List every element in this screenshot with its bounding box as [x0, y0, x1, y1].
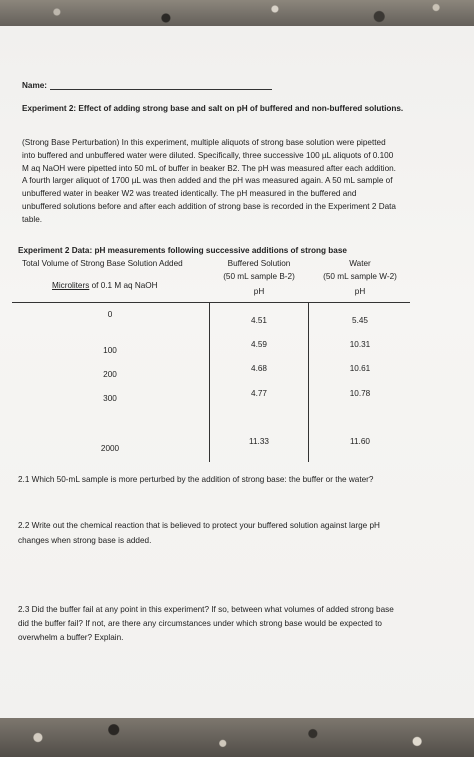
table-cell-water-ph: 10.31: [349, 340, 371, 349]
name-blank-line: [50, 89, 272, 90]
col1-header-units: of 0.1 M aq NaOH: [89, 281, 158, 290]
table-header-rule: [12, 302, 410, 303]
question-2-3-line2: did the buffer fail? If not, are there any circumstances under which strong base would be expected to: [18, 619, 382, 628]
table-cell-volume: 2000: [100, 444, 120, 453]
table-cell-buffered-ph: 11.33: [249, 437, 269, 446]
table-cell-volume: 300: [103, 394, 117, 403]
experiment-heading: Experiment 2: Effect of adding strong base and salt on pH of buffered and non-buffered solutions.: [22, 104, 404, 113]
intro-line: into buffered and unbuffered water were diluted. Specifically, three successive 100 µL aliquots of 0.100: [22, 150, 394, 160]
question-2-2-line2: changes when strong base is added.: [18, 536, 152, 545]
table-cell-water-ph: 5.45: [352, 316, 368, 325]
question-2-3-line1: 2.3 Did the buffer fail at any point in this experiment? If so, between what volumes of added strong base: [18, 605, 394, 614]
name-label: Name:: [22, 81, 48, 90]
table-cell-volume: 100: [103, 346, 117, 355]
table-cell-buffered-ph: 4.68: [251, 364, 267, 373]
intro-line: unbuffered solutions before and after each addition of strong base is recorded in the Experiment 2 Data: [22, 201, 396, 211]
table-cell-water-ph: 10.61: [349, 364, 371, 373]
intro-line: table.: [22, 214, 43, 224]
granite-countertop-bottom: [0, 718, 474, 757]
col3-header-line2: (50 mL sample W-2): [323, 272, 397, 281]
intro-line: (Strong Base Perturbation) In this experiment, multiple aliquots of strong base solution were pipetted: [22, 138, 386, 147]
table-cell-water-ph: 10.78: [349, 389, 371, 398]
question-2-1: 2.1 Which 50-mL sample is more perturbed by the addition of strong base: the buffer or the water?: [18, 475, 374, 484]
col2-header-line2: (50 mL sample B-2): [223, 272, 295, 281]
table-cell-buffered-ph: 4.59: [251, 340, 267, 349]
table-cell-volume: 200: [103, 370, 117, 379]
col3-header-line3: pH: [354, 287, 366, 296]
question-2-2-line1: 2.2 Write out the chemical reaction that is believed to protect your buffered solution against large pH: [18, 521, 380, 530]
intro-line: unbuffered water in beaker W2 was treated identically. The pH measured in the buffered and: [22, 189, 357, 199]
table-cell-buffered-ph: 4.51: [251, 316, 267, 325]
question-2-3-line3: overwhelm a buffer? Explain.: [18, 633, 124, 642]
intro-line: A fourth larger aliquot of 1700 µL was then added and the pH was measured again. A 50 mL sample of: [22, 176, 393, 186]
table-cell-water-ph: 11.60: [350, 437, 370, 446]
table-cell-buffered-ph: 4.77: [251, 389, 267, 398]
col1-header-line1: Total Volume of Strong Base Solution Added: [22, 259, 183, 268]
col2-header-line3: pH: [253, 287, 265, 296]
col3-header-line1: Water: [349, 259, 371, 268]
col2-header-line1: Buffered Solution: [227, 259, 291, 268]
intro-line: M aq NaOH were pipetted into 50 mL of buffer in beaker B2. The pH was measured after each addition.: [22, 163, 396, 173]
table-title: Experiment 2 Data: pH measurements following successive additions of strong base: [18, 246, 347, 255]
col1-header-microliters: Microliters: [52, 281, 90, 290]
intro-paragraph: [22, 137, 442, 227]
col1-header-line2: [52, 280, 158, 293]
table-column-divider: [308, 302, 309, 462]
table-cell-volume: 0: [107, 310, 113, 319]
